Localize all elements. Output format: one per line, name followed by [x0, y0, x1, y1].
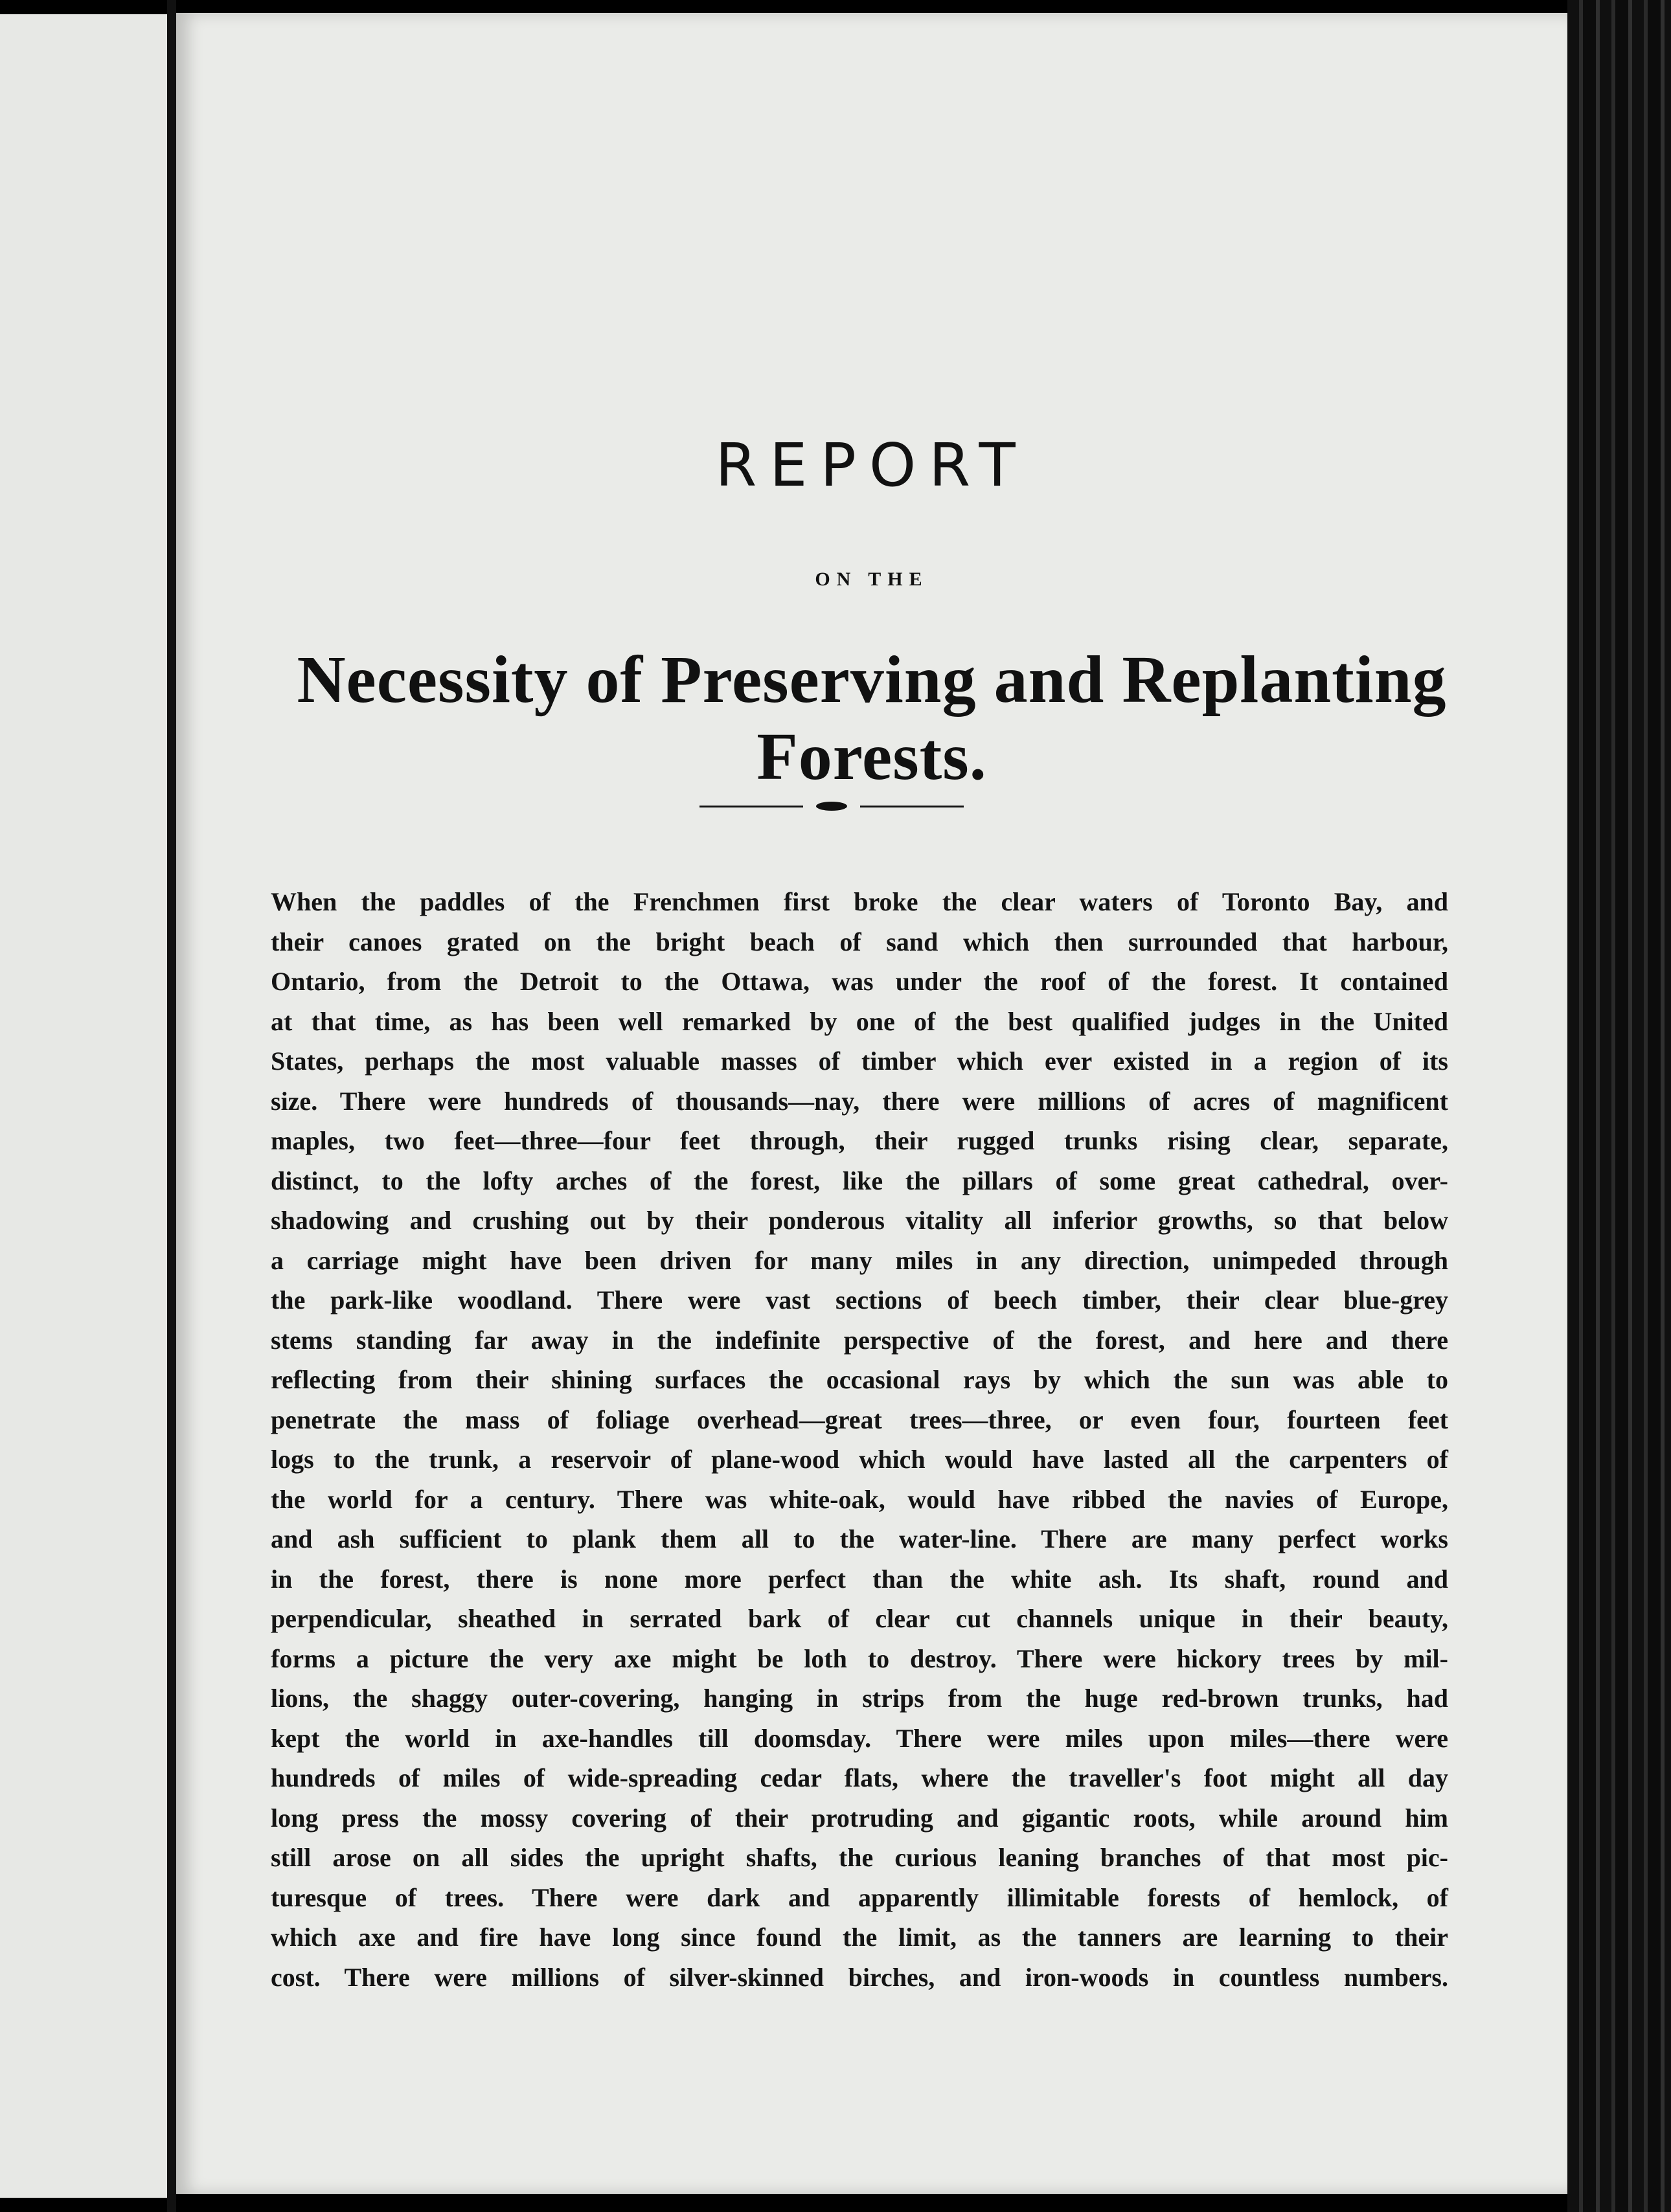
binding-gutter: [167, 0, 176, 2212]
body-line: shadowing and crushing out by their ponderous vitality all inferior growths, so that below: [271, 1206, 1448, 1235]
body-line: a carriage might have been driven for many miles in any direction, unimpeded through: [271, 1245, 1448, 1275]
body-line: lions, the shaggy outer-covering, hanging in strips from the huge red-brown trunks, had: [271, 1684, 1448, 1713]
body-line: hundreds of miles of wide-spreading cedar flats, where the traveller's foot might all day: [271, 1763, 1448, 1792]
body-paragraph: [271, 882, 1448, 1997]
body-line: the park-like woodland. There were vast sections of beech timber, their clear blue-grey: [271, 1285, 1448, 1315]
body-line: stems standing far away in the indefinite perspective of the forest, and here and there: [271, 1325, 1448, 1355]
body-line: the world for a century. There was white-oak, would have ribbed the navies of Europe,: [271, 1484, 1448, 1514]
body-line: their canoes grated on the bright beach of sand which then surrounded that harbour,: [271, 927, 1448, 956]
page-stack-edge: [1567, 0, 1671, 2212]
body-line: States, perhaps the most valuable masses of timber which ever existed in a region of its: [271, 1046, 1448, 1076]
body-line: maples, two feet—three—four feet through, their rugged trunks rising clear, separate,: [271, 1126, 1448, 1155]
body-line: penetrate the mass of foliage overhead—great trees—three, or even four, fourteen feet: [271, 1405, 1448, 1434]
heading-connector: ON THE: [815, 569, 929, 590]
body-line: which axe and fire have long since found the limit, as the tanners are learning to their: [271, 1923, 1448, 1952]
document-page: [176, 13, 1567, 2194]
body-line: turesque of trees. There were dark and apparently illimitable forests of hemlock, of: [271, 1882, 1448, 1912]
body-line: kept the world in axe-handles till doomsday. There were miles upon miles—there were: [271, 1723, 1448, 1753]
left-page-edge: [0, 14, 167, 2198]
body-line: reflecting from their shining surfaces the occasional rays by which the sun was able to: [271, 1365, 1448, 1394]
report-heading: REPORT: [715, 431, 1029, 500]
body-line: still arose on all sides the upright shafts, the curious leaning branches of that most pic-: [271, 1843, 1448, 1872]
body-line: forms a picture the very axe might be loth to destroy. There were hickory trees by mil-: [271, 1643, 1448, 1673]
decorative-rule: [699, 798, 964, 815]
body-line: and ash sufficient to plank them all to the water-line. There are many perfect works: [271, 1524, 1448, 1553]
body-line: perpendicular, sheathed in serrated bark of clear cut channels unique in their beauty,: [271, 1604, 1448, 1633]
body-line: distinct, to the lofty arches of the forest, like the pillars of some great cathedral, over-: [271, 1166, 1448, 1195]
body-line: When the paddles of the Frenchmen first broke the clear waters of Toronto Bay, and: [271, 887, 1448, 916]
body-line: size. There were hundreds of thousands—nay, there were millions of acres of magnificent: [271, 1086, 1448, 1116]
rule-left: [699, 806, 803, 807]
ornament-icon: [816, 802, 847, 811]
body-line: at that time, as has been well remarked by one of the best qualified judges in the United: [271, 1006, 1448, 1036]
report-subtitle: Necessity of Preserving and Replanting Forests.: [297, 642, 1447, 794]
body-line: logs to the trunk, a reservoir of plane-wood which would have lasted all the carpenters of: [271, 1445, 1448, 1474]
body-line: long press the mossy covering of their protruding and gigantic roots, while around him: [271, 1803, 1448, 1833]
body-line: cost. There were millions of silver-skinned birches, and iron-woods in countless numbers.: [271, 1962, 1448, 1992]
body-line: Ontario, from the Detroit to the Ottawa, was under the roof of the forest. It contained: [271, 967, 1448, 996]
rule-right: [860, 806, 964, 807]
body-line: in the forest, there is none more perfect than the white ash. Its shaft, round and: [271, 1564, 1448, 1594]
